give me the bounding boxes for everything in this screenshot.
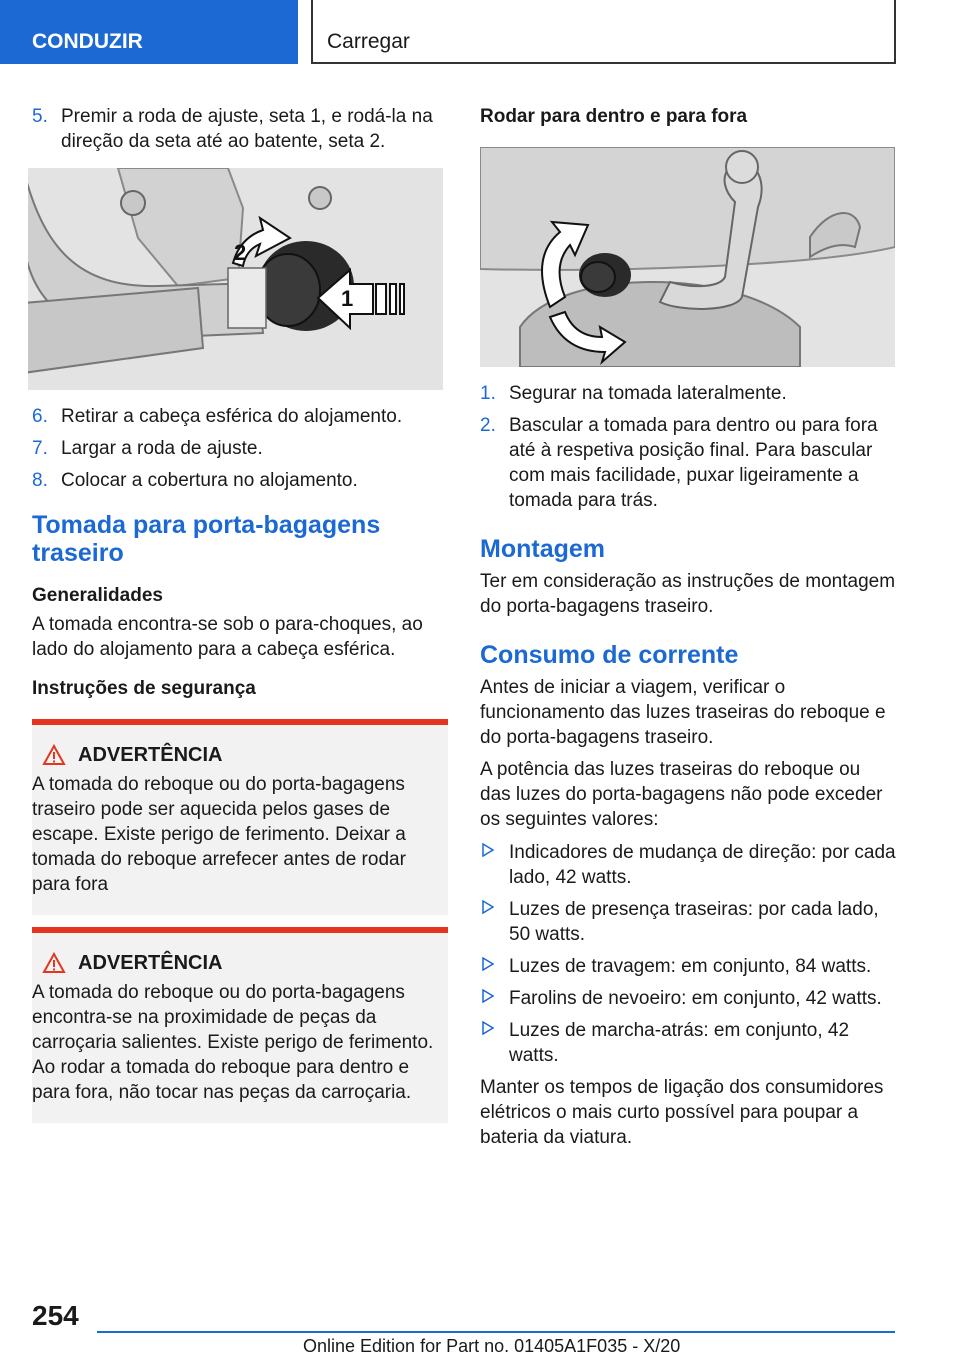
step-number: 2. xyxy=(480,415,496,436)
section-title: Tomada para porta-bagagens traseiro xyxy=(32,511,381,567)
step-number: 8. xyxy=(32,470,48,491)
step-1 xyxy=(480,381,896,406)
step-number: 7. xyxy=(32,438,48,459)
figure-label-2: 2 xyxy=(234,240,247,265)
list-item xyxy=(480,986,896,1011)
list-item xyxy=(480,840,896,890)
warning-title-text: ADVERTÊNCIA xyxy=(78,952,223,974)
warning-box-2 xyxy=(32,927,448,1123)
power-consumption-title: Consumo de corrente xyxy=(480,641,739,669)
step-text: Premir a roda de ajuste, seta 1, e rodá-la na direção da seta até ao batente, seta 2. xyxy=(61,106,433,152)
mounting-title: Montagem xyxy=(480,535,605,563)
warning-title xyxy=(32,743,438,767)
list-item-text: Farolins de nevoeiro: em conjunto, 42 watts. xyxy=(509,988,882,1009)
warning-box-1 xyxy=(32,719,448,915)
warning-title-text: ADVERTÊNCIA xyxy=(78,744,223,766)
list-item xyxy=(480,954,896,979)
bullet-triangle-icon xyxy=(482,1021,494,1035)
closing-text: Manter os tempos de ligação dos consumidores elétricos o mais curto possível para poupar a bateria da viatura. xyxy=(480,1077,884,1148)
right-column xyxy=(480,104,896,1150)
generalities-heading: Generalidades xyxy=(32,585,163,606)
list-item xyxy=(480,1018,896,1068)
warning-triangle-icon xyxy=(42,744,66,766)
safety-heading: Instruções de segurança xyxy=(32,678,256,699)
step-text: Retirar a cabeça esférica do alojamento. xyxy=(61,406,403,427)
step-6 xyxy=(32,404,448,429)
step-2 xyxy=(480,413,896,513)
list-item xyxy=(480,897,896,947)
list-item-text: Luzes de marcha-atrás: em conjunto, 42 watts. xyxy=(509,1020,850,1066)
edition-text: Online Edition for Part no. 01405A1F035 - X/20 xyxy=(303,1336,681,1356)
power-text-1: Antes de iniciar a viagem, verificar o funcionamento das luzes traseiras do reboque e do porta-bagagens traseiro. xyxy=(480,677,886,748)
step-7 xyxy=(32,436,448,461)
left-column xyxy=(32,104,448,1123)
power-limits-list xyxy=(480,840,896,1068)
chapter-title: Carregar xyxy=(311,0,896,64)
step-8 xyxy=(32,468,448,493)
bullet-triangle-icon xyxy=(482,843,494,857)
figure-label-1: 1 xyxy=(341,286,354,311)
warning-text: A tomada do reboque ou do porta-bagagens traseiro pode ser aquecida pelos gases de escape. Existe perigo de ferimento. Deixar a tomada do reboque arrefecer antes de rodar para fora xyxy=(32,774,406,895)
bullet-triangle-icon xyxy=(482,989,494,1003)
warning-triangle-icon xyxy=(42,952,66,974)
list-item-text: Indicadores de mudança de direção: por cada lado, 42 watts. xyxy=(509,842,896,888)
step-number: 1. xyxy=(480,383,496,404)
list-item-text: Luzes de travagem: em conjunto, 84 watts. xyxy=(509,956,872,977)
mounting-text: Ter em consideração as instruções de montagem do porta-bagagens traseiro. xyxy=(480,571,896,617)
generalities-text: A tomada encontra-se sob o para-choques, ao lado do alojamento para a cabeça esférica. xyxy=(32,614,423,660)
section-tab: CONDUZIR xyxy=(0,0,298,64)
step-text: Largar a roda de ajuste. xyxy=(61,438,263,459)
step-number: 6. xyxy=(32,406,48,427)
rotate-heading: Rodar para dentro e para fora xyxy=(480,106,748,127)
step-text: Colocar a cobertura no alojamento. xyxy=(61,470,358,491)
step-5 xyxy=(32,104,448,154)
bullet-triangle-icon xyxy=(482,957,494,971)
step-text: Segurar na tomada lateralmente. xyxy=(509,383,787,404)
socket-rotation-illustration xyxy=(480,147,895,367)
list-item-text: Luzes de presença traseiras: por cada lado, 50 watts. xyxy=(509,899,879,945)
footer-divider xyxy=(97,1331,895,1333)
warning-title xyxy=(32,951,438,975)
warning-text: A tomada do reboque ou do porta-bagagens encontra-se na proximidade de peças da carroçaria salientes. Existe perigo de ferimento. Ao rodar a tomada do reboque para dentro e para fora, não tocar nas peças da carroçaria. xyxy=(32,982,434,1103)
power-text-2: A potência das luzes traseiras do reboque ou das luzes do porta-bagagens não pode exceder os seguintes valores: xyxy=(480,759,883,830)
tow-hitch-wheel-illustration xyxy=(28,168,443,390)
step-text: Bascular a tomada para dentro ou para fora até à respetiva posição final. Para bascular com mais facilidade, puxar ligeiramente a tomada para trás. xyxy=(509,415,878,511)
page-number: 254 xyxy=(32,1300,79,1331)
step-number: 5. xyxy=(32,106,48,127)
bullet-triangle-icon xyxy=(482,900,494,914)
